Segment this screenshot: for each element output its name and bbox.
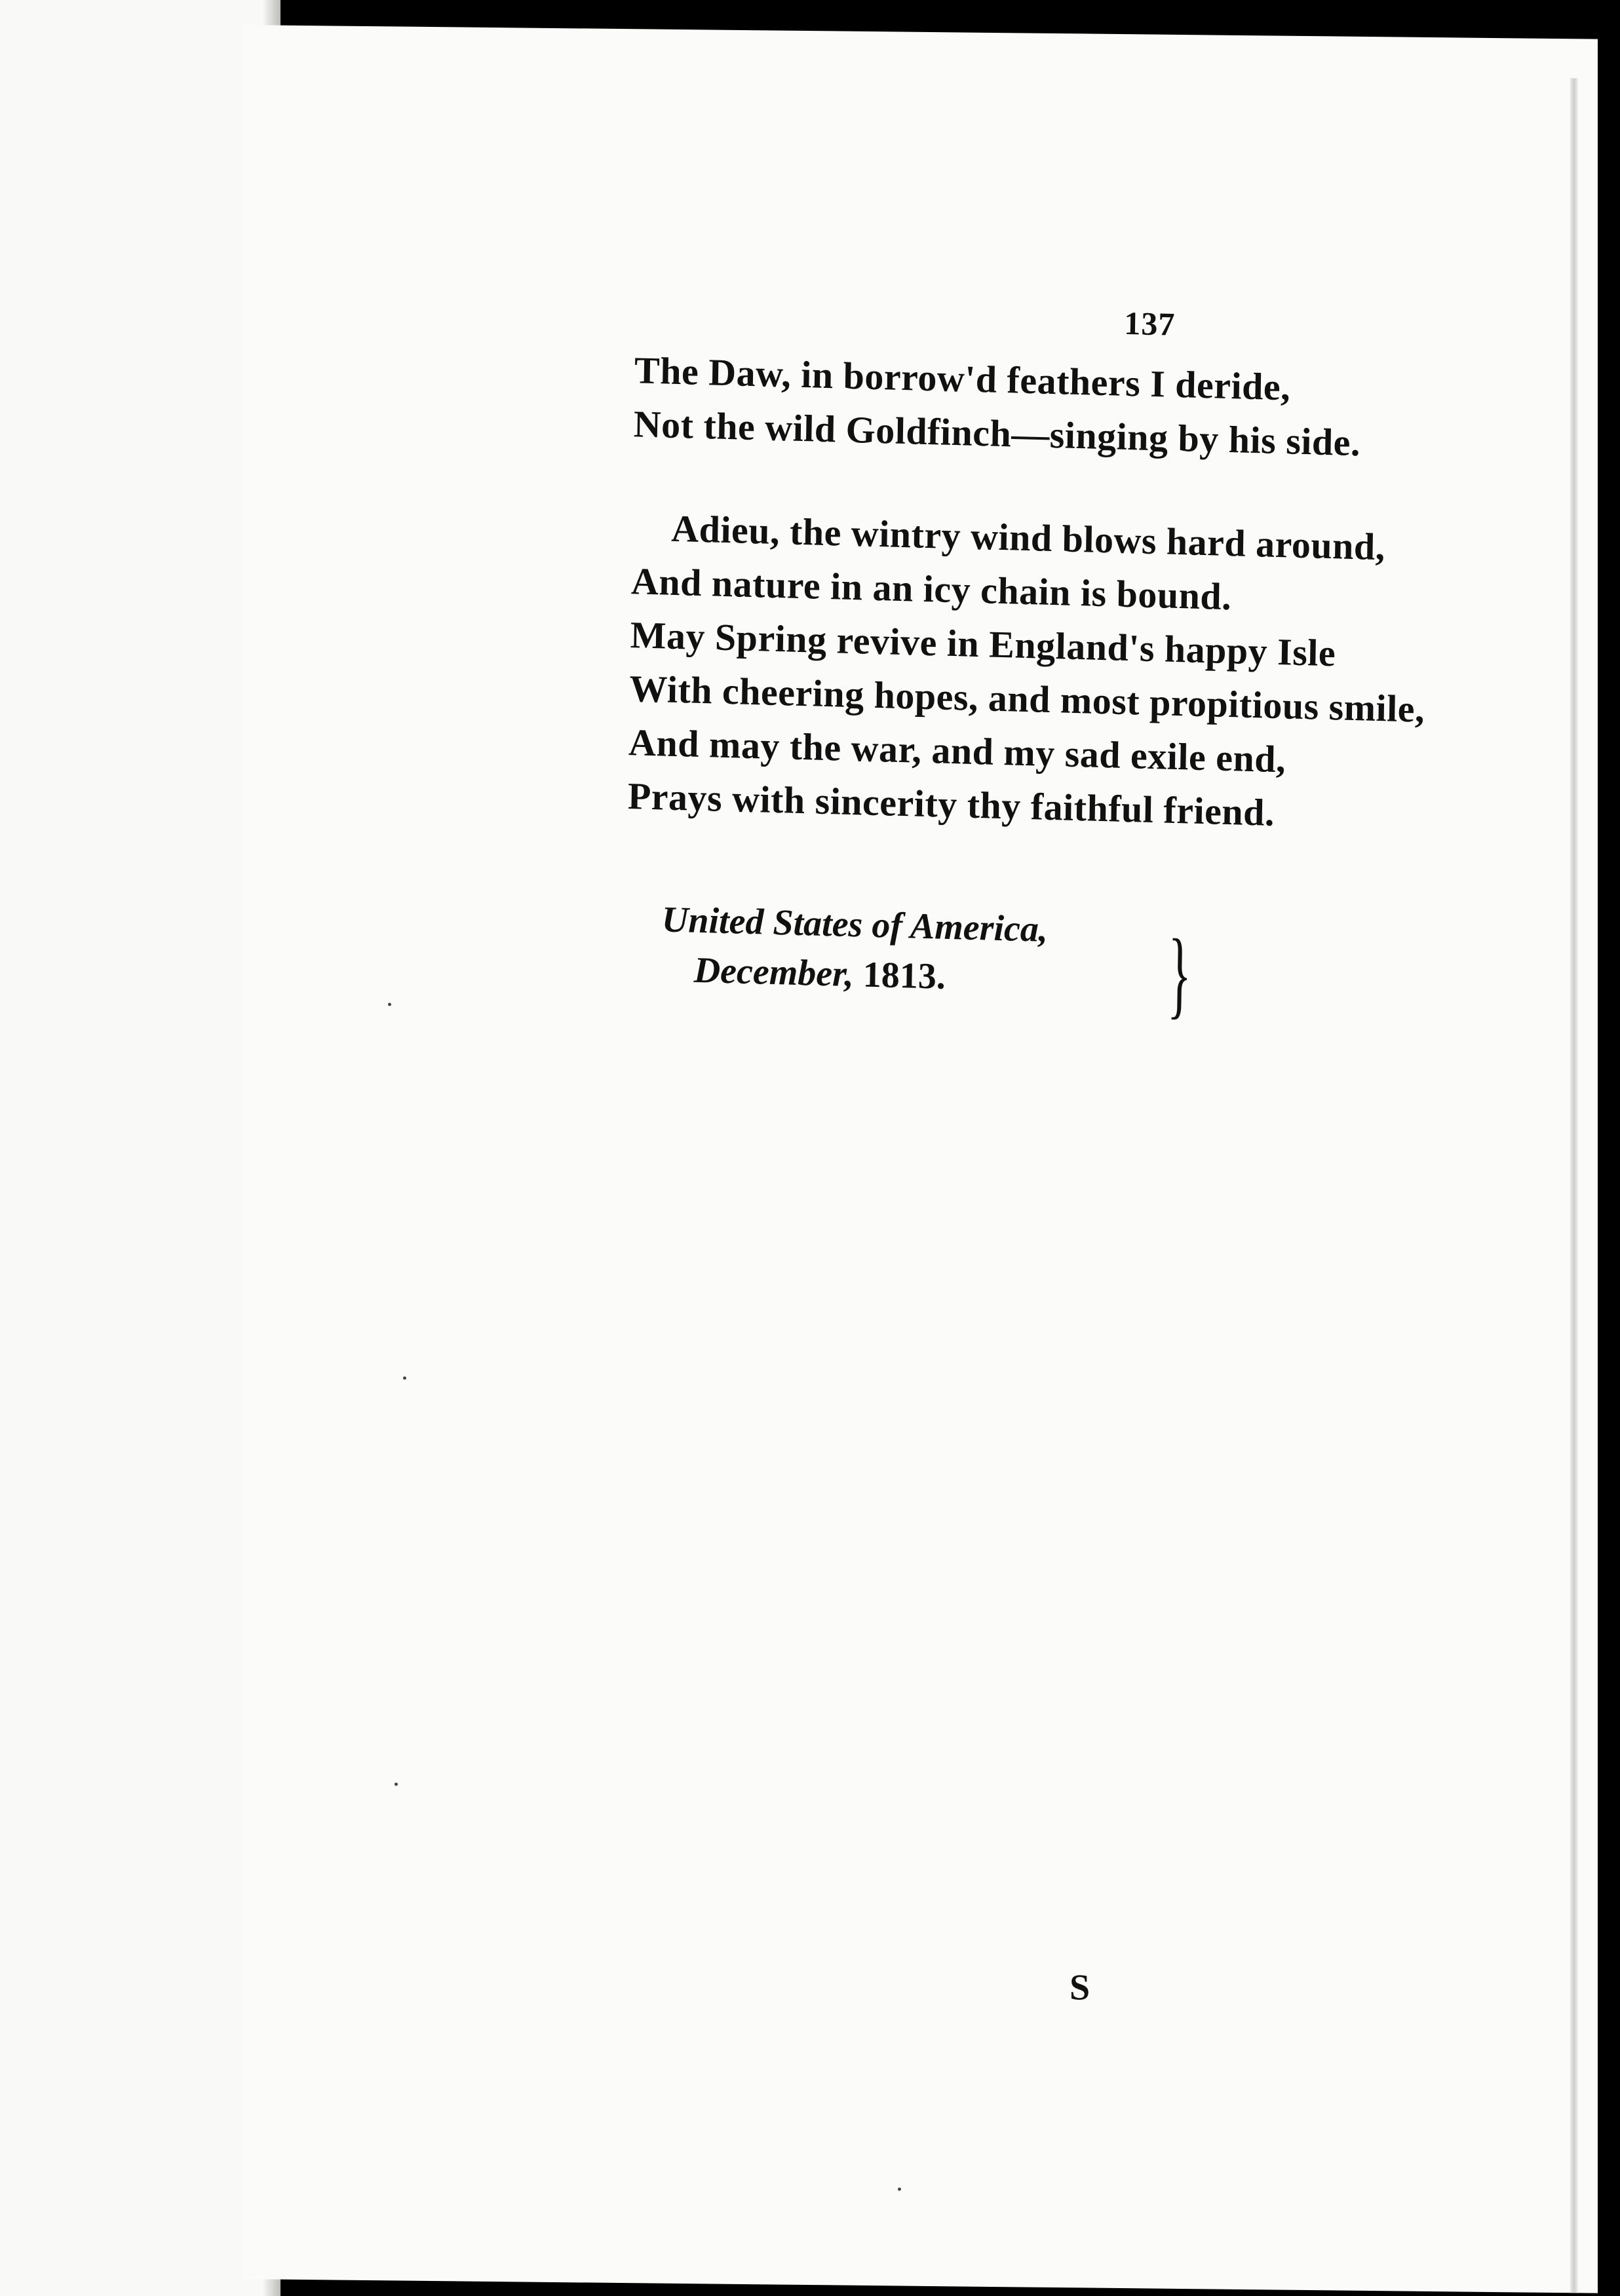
page-content [623,291,1455,1098]
speck [898,2187,901,2191]
speck [403,1377,406,1380]
verse-line: Prays with sincerity thy faithful friend. [627,775,1275,834]
right-page [242,25,1598,2293]
page-number: 137 [1124,304,1176,343]
signoff-date [661,944,1047,1004]
verse-line: Not the wild Goldfinch—singing by his side. [633,402,1361,465]
verse-line: With cheering hopes, and most propitious smile, [628,667,1425,731]
verse-line: Adieu, the wintry wind blows hard around, [670,507,1386,569]
page-edge [1570,78,1578,2293]
stanza-1 [633,343,1454,472]
stanza-2 [627,501,1452,845]
signoff-month: December, [693,949,855,995]
signoff-year: 1813. [862,954,946,997]
speck [395,1782,398,1786]
verse-line: The Daw, in borrow'd feathers I deride, [634,349,1291,409]
signoff-place: United States of America, [661,899,1049,950]
left-page [0,0,280,2296]
verse-line: And nature in an icy chain is bound. [630,560,1232,619]
signature-mark: S [1070,1967,1090,2008]
signoff [661,894,1048,1004]
verse-line: May Spring revive in England's happy Isle [630,613,1336,675]
verse-line: And may the war, and my sad exile end, [628,721,1286,781]
brace-glyph: } [1167,919,1193,1029]
speck [388,1003,391,1006]
